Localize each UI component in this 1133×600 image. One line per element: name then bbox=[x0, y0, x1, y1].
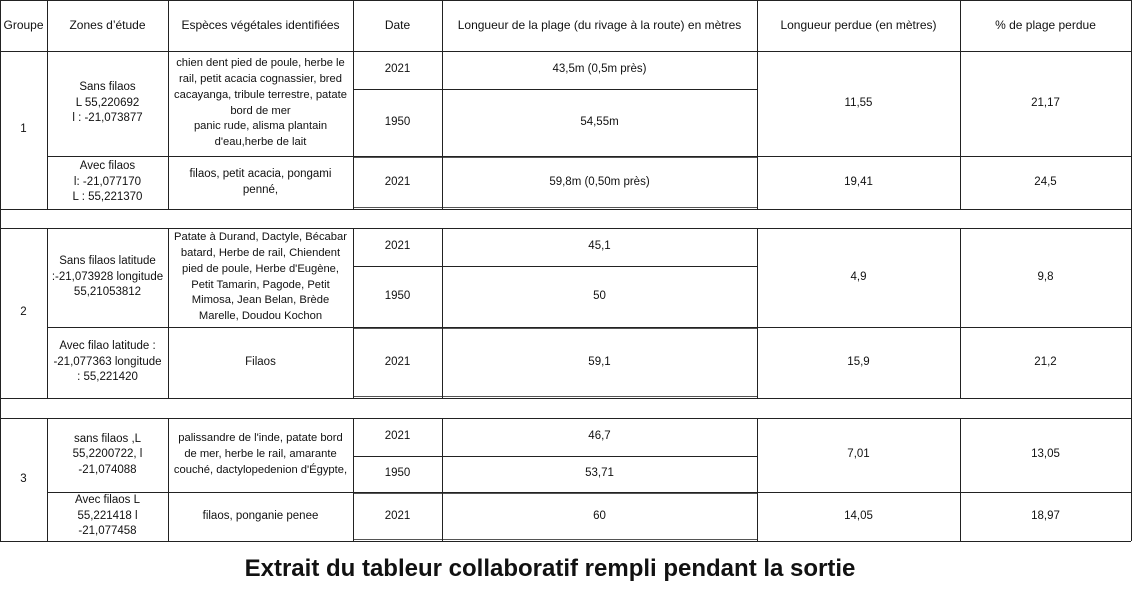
grid-line-v bbox=[442, 228, 443, 398]
grid-line-h bbox=[353, 328, 757, 329]
grid-line-h bbox=[353, 396, 757, 397]
pct-perdue-cell: 21,2 bbox=[1034, 355, 1057, 368]
longueur-perdue-cell: 7,01 bbox=[847, 448, 870, 461]
grid-line-h bbox=[0, 541, 1131, 542]
grid-line-v bbox=[442, 0, 443, 51]
grid-line-h bbox=[353, 539, 757, 540]
longueur-cell: 50 bbox=[593, 289, 606, 302]
longueur-perdue-cell: 4,9 bbox=[850, 270, 867, 283]
longueur-cell: 59,1 bbox=[588, 355, 611, 368]
grid-line-v bbox=[168, 418, 169, 541]
grid-line-v bbox=[47, 0, 48, 51]
especes-avec-filaos: filaos, ponganie penee bbox=[202, 509, 319, 522]
zone-avec-filaos: Avec filao latitude : -21,077363 longitude : 55,221420 bbox=[53, 340, 162, 384]
grid-line-v bbox=[0, 398, 1, 418]
date-cell: 2021 bbox=[384, 240, 411, 253]
grid-line-h bbox=[353, 493, 757, 494]
grid-line-v bbox=[0, 418, 1, 541]
longueur-cell: 43,5m (0,5m près) bbox=[552, 63, 647, 76]
grid-line-v bbox=[168, 228, 169, 398]
date-cell: 1950 bbox=[384, 467, 411, 480]
date-cell: 2021 bbox=[384, 509, 411, 522]
grid-line-v bbox=[960, 51, 961, 209]
longueur-perdue-cell: 19,41 bbox=[844, 175, 873, 188]
header-date: Date bbox=[384, 17, 411, 32]
grid-line-v bbox=[1131, 228, 1132, 398]
especes-sans-filaos: Patate à Durand, Dactyle, Bécabar batard, Herbe de rail, Chiendent pied de poule, Herbe d'Eugène, Petit Tamarin, Pagode, Petit Mimosa, Jean Belan, Brède Marelle, Doudou Kochon bbox=[174, 231, 347, 323]
grid-line-v bbox=[1131, 418, 1132, 541]
longueur-perdue-cell: 14,05 bbox=[844, 509, 873, 522]
grid-line-v bbox=[353, 228, 354, 398]
longueur-perdue-cell: 11,55 bbox=[844, 96, 873, 109]
grid-line-v bbox=[757, 228, 758, 398]
longueur-perdue-cell: 15,9 bbox=[847, 355, 870, 368]
grid-line-v bbox=[1131, 209, 1132, 228]
header-longueur: Longueur de la plage (du rivage à la route) en mètres bbox=[457, 17, 742, 32]
grid-line-v bbox=[168, 51, 169, 209]
zone-sans-filaos: Sans filaos latitude :-21,073928 longitude 55,21053812 bbox=[51, 255, 164, 299]
date-cell: 1950 bbox=[384, 289, 411, 302]
grid-line-h bbox=[0, 209, 1131, 210]
pct-perdue-cell: 18,97 bbox=[1031, 509, 1060, 522]
grid-line-v bbox=[1131, 398, 1132, 418]
header-perdue: Longueur perdue (en mètres) bbox=[780, 17, 937, 32]
grid-line-h bbox=[0, 0, 1131, 1]
groupe-number: 3 bbox=[20, 472, 27, 485]
date-cell: 2021 bbox=[384, 430, 411, 443]
header-groupe: Groupe bbox=[3, 17, 44, 32]
pct-perdue-cell: 21,17 bbox=[1031, 96, 1060, 109]
grid-line-v bbox=[0, 209, 1, 228]
grid-line-h bbox=[0, 398, 1131, 399]
grid-line-v bbox=[0, 51, 1, 209]
grid-line-v bbox=[960, 228, 961, 398]
date-cell: 1950 bbox=[384, 115, 411, 128]
pct-perdue-cell: 24,5 bbox=[1034, 175, 1057, 188]
grid-line-h bbox=[353, 266, 757, 267]
grid-line-h bbox=[0, 51, 1131, 52]
grid-line-h bbox=[353, 456, 757, 457]
header-zones: Zones d’étude bbox=[69, 17, 146, 32]
header-especes: Espèces végétales identifiées bbox=[181, 17, 340, 32]
grid-line-v bbox=[1131, 51, 1132, 209]
date-cell: 2021 bbox=[384, 63, 411, 76]
grid-line-v bbox=[353, 51, 354, 209]
pct-perdue-cell: 9,8 bbox=[1037, 270, 1054, 283]
caption: Extrait du tableur collaboratif rempli pendant la sortie bbox=[244, 555, 856, 582]
especes-sans-filaos: palissandre de l'inde, patate bord de mer, herbe le rail, amarante couché, dactylopedenion d'Égypte, bbox=[173, 432, 348, 476]
longueur-cell: 45,1 bbox=[588, 240, 611, 253]
longueur-cell: 59,8m (0,50m près) bbox=[549, 175, 650, 188]
grid-line-h bbox=[353, 207, 757, 208]
longueur-cell: 46,7 bbox=[588, 430, 611, 443]
grid-line-v bbox=[1131, 0, 1132, 51]
grid-line-v bbox=[47, 51, 48, 209]
date-cell: 2021 bbox=[384, 175, 411, 188]
grid-line-h bbox=[353, 89, 757, 90]
grid-line-v bbox=[442, 51, 443, 209]
zone-sans-filaos: sans filaos ,L 55,2200722, l -21,074088 bbox=[72, 432, 143, 476]
zone-avec-filaos: Avec filaos l: -21,077170 L : 55,221370 bbox=[72, 160, 143, 204]
pct-perdue-cell: 13,05 bbox=[1031, 448, 1060, 461]
grid-line-v bbox=[0, 0, 1, 51]
especes-avec-filaos: filaos, petit acacia, pongami penné, bbox=[189, 168, 332, 196]
grid-line-v bbox=[168, 0, 169, 51]
grid-line-v bbox=[960, 418, 961, 541]
grid-line-v bbox=[757, 418, 758, 541]
header-pct: % de plage perdue bbox=[995, 17, 1096, 32]
grid-line-v bbox=[353, 0, 354, 51]
especes-avec-filaos: Filaos bbox=[245, 355, 276, 368]
grid-line-v bbox=[47, 228, 48, 398]
grid-line-v bbox=[442, 418, 443, 541]
grid-line-v bbox=[47, 418, 48, 541]
longueur-cell: 60 bbox=[593, 509, 606, 522]
grid-line-h bbox=[353, 157, 757, 158]
grid-line-v bbox=[0, 228, 1, 398]
grid-line-v bbox=[960, 0, 961, 51]
especes-sans-filaos: chien dent pied de poule, herbe le rail, petit acacia cognassier, bred cacayanga, tribule terrestre, patate bord de mer panic rude, alisma plantain d'eau,herbe de lait bbox=[174, 57, 347, 149]
zone-avec-filaos: Avec filaos L 55,221418 l -21,077458 bbox=[75, 494, 140, 538]
grid-line-h bbox=[0, 228, 1131, 229]
longueur-cell: 54,55m bbox=[580, 115, 619, 128]
date-cell: 2021 bbox=[384, 355, 411, 368]
grid-line-v bbox=[757, 0, 758, 51]
groupe-number: 2 bbox=[20, 306, 27, 319]
longueur-cell: 53,71 bbox=[585, 467, 614, 480]
grid-line-v bbox=[757, 51, 758, 209]
zone-sans-filaos: Sans filaos L 55,220692 l : -21,073877 bbox=[72, 81, 143, 125]
groupe-number: 1 bbox=[20, 123, 27, 136]
grid-line-v bbox=[353, 418, 354, 541]
grid-line-h bbox=[0, 418, 1131, 419]
